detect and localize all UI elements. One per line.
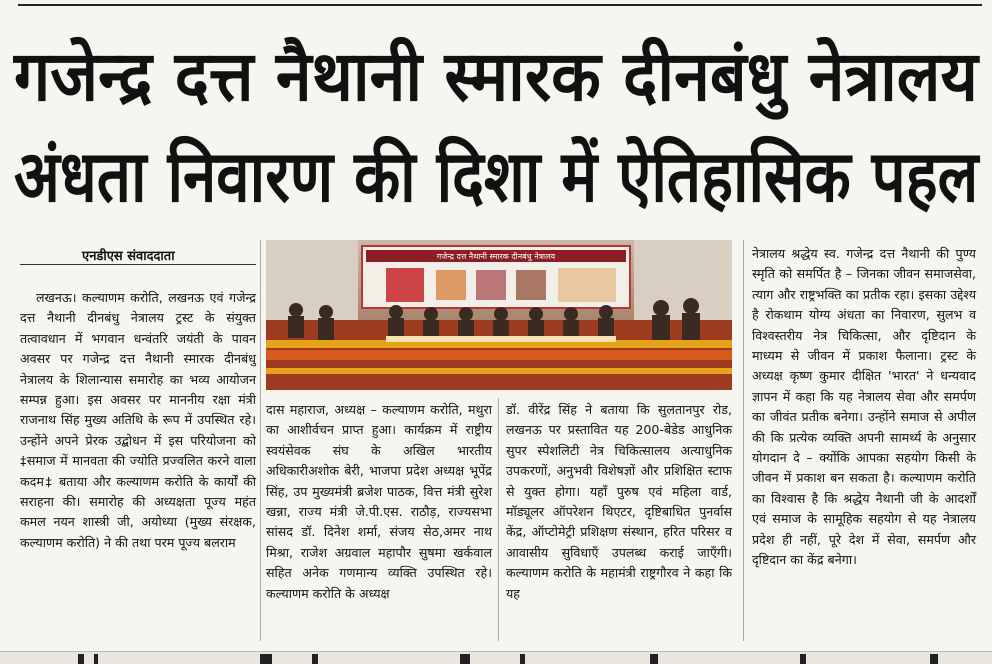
next-story-strip (0, 651, 992, 664)
article-column-1: लखनऊ। कल्याणम करोति, लखनऊ एवं गजेन्द्र दत्त नैथानी दीनबंधु नेत्रालय ट्रस्ट के संयुक्त तत्वावधान में भगवान धन्वंतरि जयंती के पावन अवसर पर गजेन्द्र दत्त नैथानी स्मारक दीनबंधु नेत्रालय के शिलान्यास समारोह का भव्य आयोजन सम्पन्न हुआ। इस अवसर पर माननीय रक्षा मंत्री राजनाथ सिंह मुख्य अतिथि के रूप में उपस्थित रहे। उन्होंने अपने प्रेरक उद्बोधन में इस परियोजना को ‡समाज में मानवता की ज्योति प्रज्वलित करने वाला कदम‡ बताया और कल्याणम करोति के कार्यों की सराहना की। समारोह की अध्यक्षता पूज्य महंत कमल नयन शास्त्री जी, अयोध्या (मुख्य संरक्षक, कल्याणम करोति) ने की तथा परम पूज्य बलराम (20, 290, 256, 550)
event-photo (266, 240, 732, 390)
byline: एनडीएस संवाददाता (82, 249, 175, 264)
article-column-4: नेत्रालय श्रद्धेय स्व. गजेन्द्र दत्त नैथानी की पुण्य स्मृति को समर्पित है – जिनका जीवन समाजसेवा, त्याग और राष्ट्रभक्ति का प्रतीक रहा। इसका उद्देश्य है रोकथाम योग्य अंधता का निवारण, सुलभ व विश्वस्तरीय नेत्र चिकित्सा, और दृष्टिदान के माध्यम से जीवन में प्रकाश फैलाना। ट्रस्ट के अध्यक्ष कृष्ण कुमार दीक्षित 'भारत' ने धन्यवाद ज्ञापन में कहा कि यह नेत्रालय सेवा और समर्पण का जीवंत प्रतीक बनेगा। उन्होंने समाज से अपील की कि प्रत्येक व्यक्ति अपनी सामर्थ्य के अनुसार योगदान दे – क्योंकि आपका सहयोग किसी के जीवन में प्रकाश बन सकता है। कल्याणम करोति का विश्वास है कि श्रद्धेय नैथानी जी के आदर्शों एवं समाज के सामूहिक सहयोग से यह नेत्रालय प्रदेश ही नहीं, पूरे देश में सेवा, समर्पण और दृष्टिदान का केंद्र बनेगा। (752, 246, 976, 568)
banner-text: गजेन्द्र दत्त नैथानी स्मारक दीनबंधु नेत्रालय (436, 252, 556, 261)
headline-line-2: अंधता निवारण की दिशा में ऐतिहासिक पहल (14, 135, 979, 219)
event-photo-illustration (266, 240, 732, 390)
article-column-2: दास महाराज, अध्यक्ष – कल्याणम करोति, मथुरा का आशीर्वचन प्राप्त हुआ। कार्यक्रम में राष्ट्रीय स्वयंसेवक संघ के अखिल भारतीय अधिकारीअशोक बेरी, भाजपा प्रदेश अध्यक्ष भूपेंद्र सिंह, उप मुख्यमंत्री ब्रजेश पाठक, वित्त मंत्री सुरेश खन्ना, राज्य मंत्री जे.पी.एस. राठौड़, राज्यसभा सांसद डॉ. दिनेश शर्मा, संजय सेठ,अमर नाथ मिश्रा, राजेश अग्रवाल महापौर सुषमा खर्कवाल सहित अनेक गणमान्य व्यक्ति उपस्थित रहे। कल्याणम करोति के अध्यक्ष (266, 402, 492, 601)
column-divider (743, 240, 744, 641)
headline-line-1: गजेन्द्र दत्त नैथानी स्मारक दीनबंधु नेत्रालय (14, 35, 978, 117)
column-divider (260, 240, 261, 641)
article-column-3: डॉ. वीरेंद्र सिंह ने बताया कि सुलतानपुर रोड, लखनऊ पर प्रस्तावित यह 200-बेडेड आधुनिक सुपर स्पेशलिटी नेत्र चिकित्सालय अत्याधुनिक उपकरणों, अनुभवी विशेषज्ञों और प्रशिक्षित स्टाफ से युक्त होगा। यहाँ पुरुष एवं महिला वार्ड, मॉड्यूलर ऑपरेशन थिएटर, दृष्टिबाधित पुनर्वास केंद्र, ऑप्टोमेट्री प्रशिक्षण संस्थान, हरित परिसर व आवासीय सुविधाएँ उपलब्ध कराई जाएँगी। कल्याणम करोति के महामंत्री राष्ट्रगौरव ने कहा कि यह (506, 402, 732, 601)
byline-rule (20, 264, 256, 265)
column-divider (498, 398, 499, 641)
top-rule (18, 4, 982, 6)
